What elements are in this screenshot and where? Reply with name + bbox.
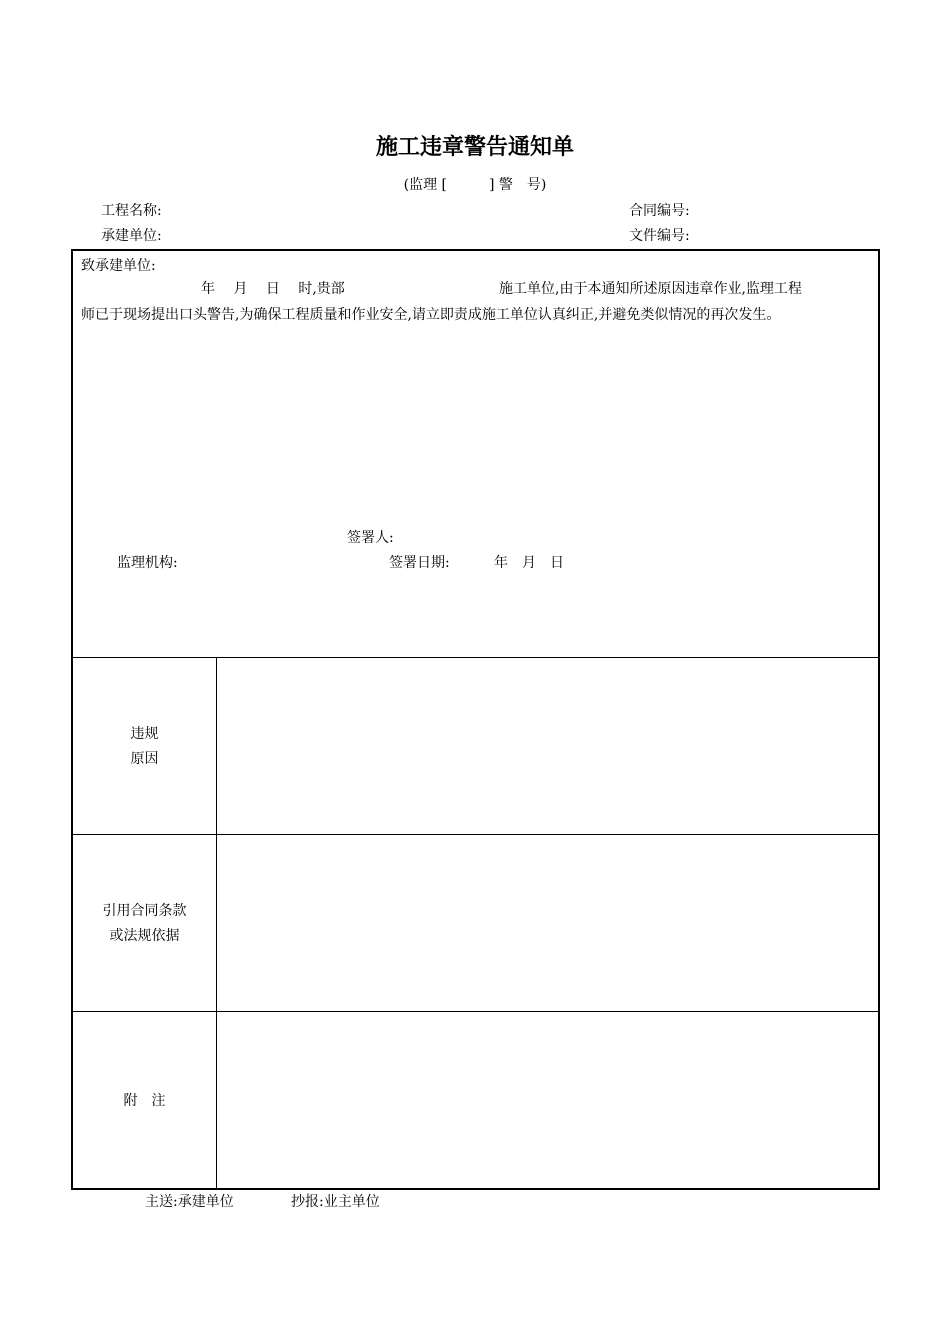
- project-name-label: 工程名称:: [101, 203, 162, 219]
- footer-copy-to: 抄报:业主单位: [291, 1194, 380, 1210]
- contract-clause-label: 引用合同条款 或法规依据: [102, 903, 187, 944]
- file-no-label: 文件编号:: [629, 228, 690, 244]
- contractor-label: 承建单位:: [101, 228, 162, 244]
- remarks-label: 附 注: [123, 1093, 166, 1109]
- sign-date-value: 年 月 日: [494, 555, 564, 571]
- signer-label: 签署人:: [347, 530, 394, 546]
- page-title: 施工违章警告通知单: [375, 135, 574, 160]
- footer-send-to: 主送:承建单位: [145, 1194, 234, 1210]
- contract-no-label: 合同编号:: [629, 203, 690, 219]
- supervision-org-label: 监理机构:: [117, 555, 178, 571]
- addressee-label: 致承建单位:: [81, 258, 156, 274]
- notice-date-words: 年 月 日 时,贵部: [201, 281, 345, 297]
- notice-body-text: 师已于现场提出口头警告,为确保工程质量和作业安全,请立即责成施工单位认真纠正,并避免类似情况的再次发生。: [81, 307, 781, 323]
- contract-clause-field[interactable]: [218, 836, 876, 1010]
- notice-body-line1: 施工单位,由于本通知所述原因违章作业,监理工程: [499, 281, 802, 297]
- notice-form-table: [71, 249, 880, 1190]
- violation-reason-field[interactable]: [218, 659, 876, 833]
- remarks-field[interactable]: [218, 1013, 876, 1187]
- sign-date-label: 签署日期:: [389, 555, 450, 571]
- row-divider: [73, 1011, 878, 1012]
- row-divider: [73, 657, 878, 658]
- document-number-line: (监理 [ ] 警 号): [403, 177, 547, 193]
- column-divider: [216, 657, 217, 1188]
- row-divider: [73, 834, 878, 835]
- violation-reason-label: 违规 原因: [130, 726, 159, 767]
